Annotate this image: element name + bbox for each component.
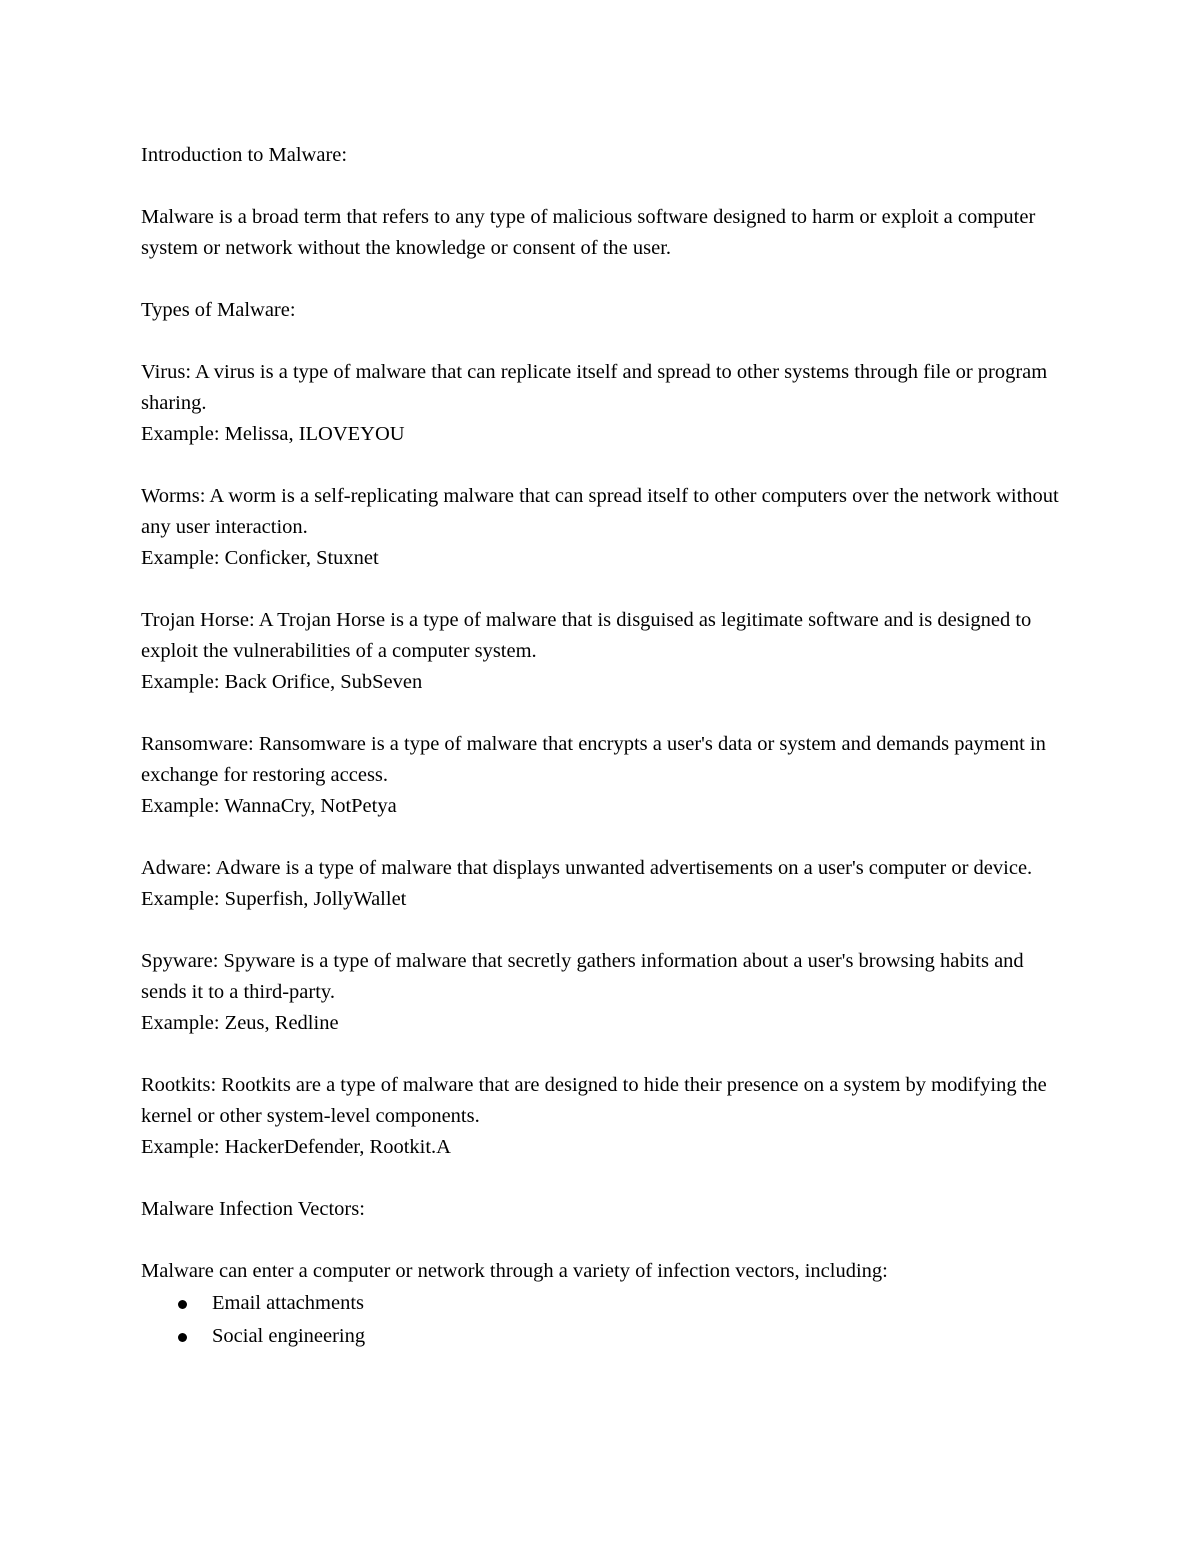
malware-type-description: Virus: A virus is a type of malware that can replicate itself and spread to other systems through file or program sharing. xyxy=(141,361,1048,414)
spacer xyxy=(141,574,1066,605)
malware-type-description: Rootkits: Rootkits are a type of malware that are designed to hide their presence on a system by modifying the kernel or other system-level components. xyxy=(141,1074,1047,1127)
malware-type-rootkits xyxy=(141,1070,1066,1163)
spacer xyxy=(141,171,1066,202)
malware-type-description: Worms: A worm is a self-replicating malware that can spread itself to other computers over the network without any user interaction. xyxy=(141,485,1059,538)
malware-type-worms xyxy=(141,481,1066,574)
list-item xyxy=(141,1320,1066,1353)
list-item-text: Email attachments xyxy=(212,1292,364,1314)
malware-type-trojan-horse xyxy=(141,605,1066,698)
spacer xyxy=(141,264,1066,295)
malware-type-description: Spyware: Spyware is a type of malware that secretly gathers information about a user's browsing habits and sends it to a third-party. xyxy=(141,950,1024,1003)
spacer xyxy=(141,822,1066,853)
malware-type-description: Ransomware: Ransomware is a type of malware that encrypts a user's data or system and demands payment in exchange for restoring access. xyxy=(141,733,1046,786)
malware-type-example: Example: Back Orifice, SubSeven xyxy=(141,671,423,693)
spacer xyxy=(141,1039,1066,1070)
malware-type-example: Example: HackerDefender, Rootkit.A xyxy=(141,1136,451,1158)
document-content xyxy=(141,140,1066,1353)
spacer xyxy=(141,698,1066,729)
malware-type-example: Example: Melissa, ILOVEYOU xyxy=(141,423,405,445)
infection-vectors-list xyxy=(141,1287,1066,1353)
malware-type-example: Example: Conficker, Stuxnet xyxy=(141,547,379,569)
types-heading: Types of Malware: xyxy=(141,299,296,321)
spacer xyxy=(141,450,1066,481)
malware-type-description: Trojan Horse: A Trojan Horse is a type of malware that is disguised as legitimate software and is designed to exploit the vulnerabilities of a computer system. xyxy=(141,609,1032,662)
bullet-icon xyxy=(178,1333,187,1342)
vectors-intro: Malware can enter a computer or network through a variety of infection vectors, including: xyxy=(141,1260,888,1282)
intro-heading: Introduction to Malware: xyxy=(141,144,348,166)
malware-type-example: Example: Superfish, JollyWallet xyxy=(141,888,407,910)
vectors-heading: Malware Infection Vectors: xyxy=(141,1198,365,1220)
malware-type-virus xyxy=(141,357,1066,450)
malware-type-adware xyxy=(141,853,1066,915)
spacer xyxy=(141,326,1066,357)
spacer xyxy=(141,915,1066,946)
malware-type-description: Adware: Adware is a type of malware that displays unwanted advertisements on a user's computer or device. xyxy=(141,857,1033,879)
spacer xyxy=(141,1163,1066,1194)
malware-type-ransomware xyxy=(141,729,1066,822)
bullet-icon xyxy=(178,1300,187,1309)
malware-type-spyware xyxy=(141,946,1066,1039)
malware-type-example: Example: Zeus, Redline xyxy=(141,1012,339,1034)
malware-type-example: Example: WannaCry, NotPetya xyxy=(141,795,397,817)
spacer xyxy=(141,1225,1066,1256)
list-item xyxy=(141,1287,1066,1320)
list-item-text: Social engineering xyxy=(212,1325,366,1347)
intro-paragraph: Malware is a broad term that refers to any type of malicious software designed to harm or exploit a computer system or network without the knowledge or consent of the user. xyxy=(141,206,1036,259)
